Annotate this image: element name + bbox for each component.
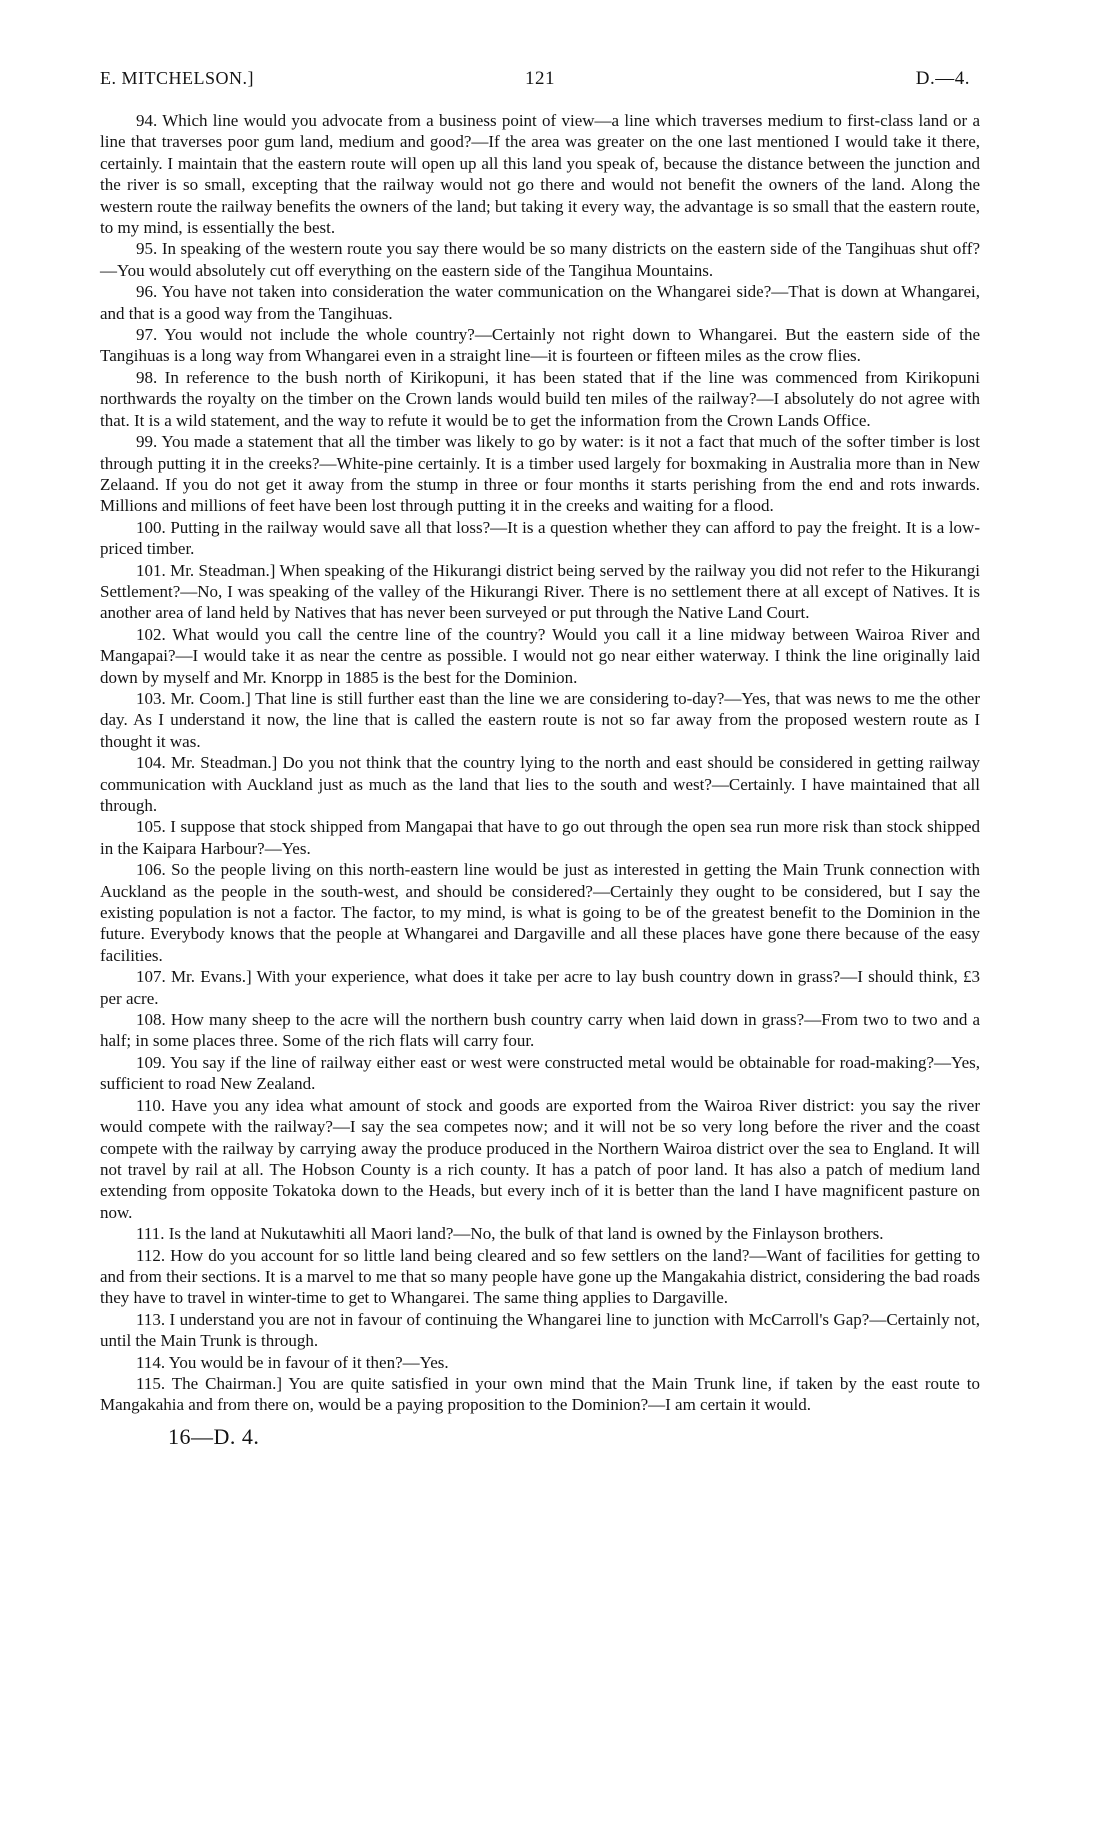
- question-101: 101. Mr. Steadman.] When speaking of the Hikurangi district being served by the railway you did not refer to the Hikurangi Settlement?—No, I was speaking of the valley of the Hikurangi River. There is no settlement there at all except of Natives. It is another area of land held by Natives that has never been surveyed or put through the Native Land Court.: [100, 560, 980, 623]
- question-102: 102. What would you call the centre line of the country? Would you call it a line midway between Wairoa River and Mangapai?—I would take it as near the centre as possible. I would not go near either waterway. I think the line originally laid down by myself and Mr. Knorpp in 1885 is the best for the Dominion.: [100, 624, 980, 687]
- question-104: 104. Mr. Steadman.] Do you not think that the country lying to the north and east should be considered in getting railway communication with Auckland just as much as the land that lies to the south and west?—Certainly. I have maintained that all through.: [100, 753, 980, 815]
- question-95: 95. In speaking of the western route you say there would be so many districts on the eastern side of the Tangihuas shut off?—You would absolutely cut off everything on the eastern side of the Tangihua Mountains.: [100, 239, 980, 280]
- question-98: 98. In reference to the bush north of Kirikopuni, it has been stated that if the line was commenced from Kirikopuni northwards the royalty on the timber on the Crown lands would build ten miles of the railway?—I absolutely do not agree with that. It is a wild statement, and the way to refute it would be to get the information from the Crown Lands Office.: [100, 367, 980, 430]
- question-103: 103. Mr. Coom.] That line is still further east than the line we are considering to-day?—Yes, that was news to me the other day. As I understand it now, the line that is called the eastern route is not so far away from the proposed western route as I thought it was.: [100, 688, 980, 751]
- question-96: 96. You have not taken into consideration the water communication on the Whangarei side?—That is down at Whangarei, and that is a good way from the Tangihuas.: [100, 282, 980, 323]
- page-number: 121: [525, 68, 555, 89]
- question-105: 105. I suppose that stock shipped from Mangapai that have to go out through the open sea run more risk than stock shipped in the Kaipara Harbour?—Yes.: [100, 817, 980, 858]
- question-112: 112. How do you account for so little land being cleared and so few settlers on the land?—Want of facilities for getting to and from their sections. It is a marvel to me that so many people have gone up the Mangakahia district, considering the bad roads they have to travel in winter-time to get to Whangarei. The same thing applies to Dargaville.: [100, 1245, 980, 1308]
- question-108: 108. How many sheep to the acre will the northern bush country carry when laid down in grass?—From two to two and a half; in some places three. Some of the rich flats will carry four.: [100, 1010, 980, 1051]
- question-100: 100. Putting in the railway would save all that loss?—It is a question whether they can afford to pay the freight. It is a low-priced timber.: [100, 517, 980, 559]
- question-107: 107. Mr. Evans.] With your experience, what does it take per acre to lay bush country down in grass?—I should think, £3 per acre.: [100, 967, 980, 1008]
- question-113: 113. I understand you are not in favour of continuing the Whangarei line to junction with McCarroll's Gap?—Certainly not, until the Main Trunk is through.: [100, 1309, 980, 1351]
- printer-signature: 16—D. 4.: [168, 1423, 260, 1449]
- page-header: [100, 68, 980, 102]
- question-106: 106. So the people living on this north-eastern line would be just as interested in getting the Main Trunk connection with Auckland as the people in the south-west, and should be considered?—Certainly they ought to be considered, but I say the existing population is not a factor. The factor, to my mind, is what is going to be of the greatest benefit to the Dominion in the future. Everybody knows that the people at Whangarei and Dargaville and all these places have gone there because of the easy facilities.: [100, 860, 980, 965]
- question-110: 110. Have you any idea what amount of stock and goods are exported from the Wairoa River district: you say the river would compete with the railway?—I say the sea competes now; and it will not be so very long before the river and the coast compete with the railway by carrying away the produce produced in the Northern Wairoa district over the sea to England. It will not travel by rail at all. The Hobson County is a rich county. It has a patch of poor land. It has also a patch of medium land extending from opposite Tokatoka down to the Heads, but every inch of it is better than the land I have magnificent pasture on now.: [100, 1095, 980, 1222]
- document-page: [100, 68, 980, 1450]
- question-111: 111. Is the land at Nukutawhiti all Maori land?—No, the bulk of that land is owned by the Finlayson brothers.: [136, 1224, 884, 1244]
- question-99: 99. You made a statement that all the timber was likely to go by water: is it not a fact that much of the softer timber is lost through putting it in the creeks?—White-pine certainly. It is a timber used largely for boxmaking in Australia more than in New Zelaand. If you do not get it away from the stump in three or four months it starts perishing from the end and rots inwards. Millions and millions of feet have been lost through putting it in the creeks and waiting for a flood.: [100, 432, 980, 516]
- evidence-body: [100, 110, 980, 1416]
- question-97: 97. You would not include the whole country?—Certainly not right down to Whangarei. But the eastern side of the Tangihuas is a long way from Whangarei even in a straight line—it is fourteen or fifteen miles as the crow flies.: [100, 325, 980, 366]
- question-94: 94. Which line would you advocate from a business point of view—a line which traverses medium to first-class land or a line that traverses poor gum land, medium and good?—If the area was greater on the one last mentioned I would take it there, certainly. I maintain that the eastern route will open up all this land you speak of, because the distance between the junction and the river is so small, excepting that the railway would not go there and would not benefit the owners of the land. Along the western route the railway benefits the owners of the land; but taking it every way, the advantage is so small that the eastern route, to my mind, is essentially the best.: [100, 111, 980, 238]
- question-114: 114. You would be in favour of it then?—Yes.: [136, 1352, 449, 1372]
- header-witness-name: E. MITCHELSON.]: [100, 68, 254, 88]
- question-115: 115. The Chairman.] You are quite satisfied in your own mind that the Main Trunk line, if taken by the east route to Mangakahia and from there on, would be a paying proposition to the Dominion?—I am certain it would.: [100, 1373, 980, 1415]
- question-109: 109. You say if the line of railway either east or west were constructed metal would be obtainable for road-making?—Yes, sufficient to road New Zealand.: [100, 1052, 980, 1094]
- document-reference: D.—4.: [915, 68, 970, 89]
